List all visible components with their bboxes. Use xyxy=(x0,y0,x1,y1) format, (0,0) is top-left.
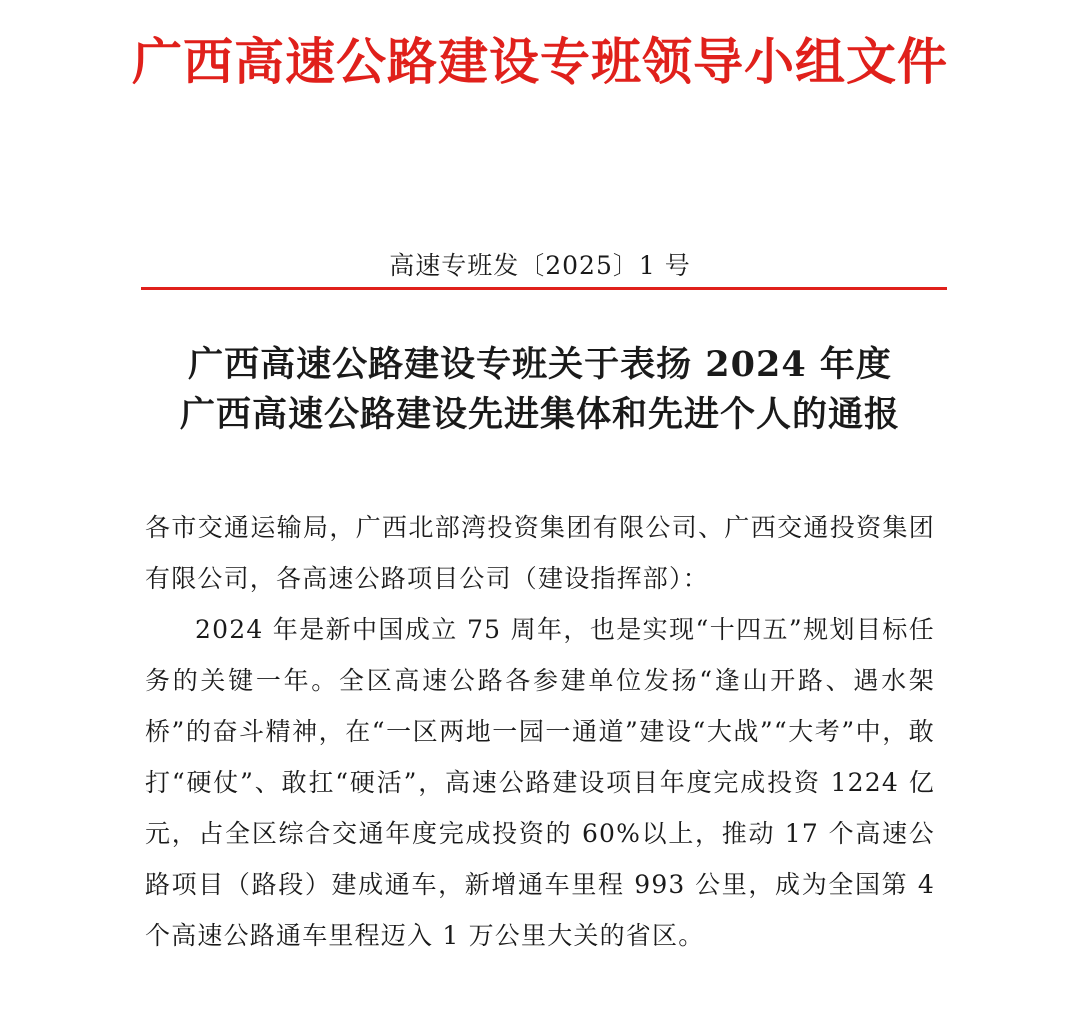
title-line-1: 广西高速公路建设专班关于表扬 2024 年度 xyxy=(188,344,892,385)
document-masthead: 广西高速公路建设专班领导小组文件 xyxy=(132,33,948,91)
document-body xyxy=(145,502,935,961)
document-number: 高速专班发〔2025〕1 号 xyxy=(389,251,691,280)
red-divider-rule xyxy=(141,287,947,290)
document-title xyxy=(0,340,1080,440)
salutation: 各市交通运输局，广西北部湾投资集团有限公司、广西交通投资集团有限公司，各高速公路项目公司（建设指挥部）： xyxy=(145,513,935,593)
title-line-2: 广西高速公路建设先进集体和先进个人的通报 xyxy=(179,394,900,435)
body-paragraph-1: 2024 年是新中国成立 75 周年，也是实现“十四五”规划目标任务的关键一年。全区高速公路各参建单位发扬“逢山开路、遇水架桥”的奋斗精神，在“一区两地一园一通道”建设“大战”“大考”中，敢打“硬仗”、敢扛“硬活”，高速公路建设项目年度完成投资 1224 亿元，占全区综合交通年度完成投资的 60%以上，推动 17 个高速公路项目（路段）建成通车，新增通车里程 993 公里，成为全国第 4 个高速公路通车里程迈入 1 万公里大关的省区。 xyxy=(145,615,935,950)
